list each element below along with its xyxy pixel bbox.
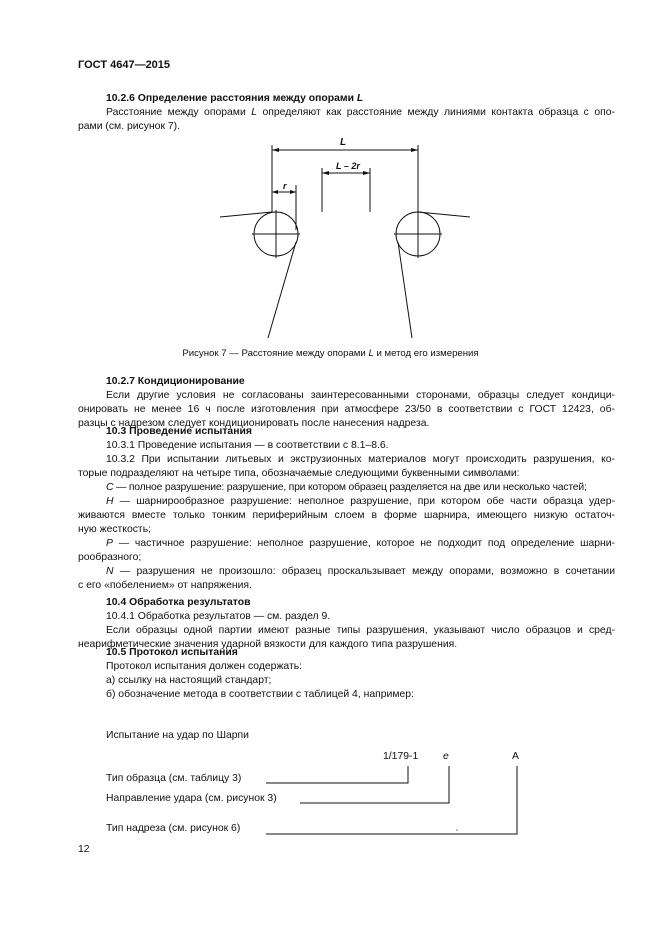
list-item-b: б) обозначение метода в соответствии с таблицей 4, например: bbox=[106, 689, 414, 700]
paragraph-10-3-1: 10.3.1 Проведение испытания — в соответствии с 8.1–8.6. bbox=[106, 440, 389, 451]
document-header: ГОСТ 4647—2015 bbox=[78, 59, 171, 71]
label-specimen-type: Тип образца (см. таблицу 3) bbox=[106, 773, 242, 784]
paragraph-n-type-line-1: N — разрушения не произошло: образец проскальзывает между опорами, возможно в сочетании bbox=[106, 566, 615, 577]
heading-10-2-6: 10.2.6 Определение расстояния между опорами L bbox=[106, 93, 364, 104]
figure-7-caption: Рисунок 7 — Расстояние между опорами L и метод его измерения bbox=[182, 348, 479, 359]
heading-10-5: 10.5 Протокол испытания bbox=[106, 647, 238, 658]
paragraph-10-4-1: 10.4.1 Обработка результатов — см. раздел 9. bbox=[106, 611, 331, 622]
heading-10-3: 10.3 Проведение испытания bbox=[106, 426, 252, 437]
label-l: L bbox=[340, 137, 347, 148]
paragraph-10-2-6-line-1: Расстояние между опорами L определяют как расстояние между линиями контакта образца с опо- bbox=[106, 107, 615, 118]
paragraph-10-2-7-line-3: разцы с надрезом следует кондиционировать после нанесения надреза. bbox=[78, 418, 430, 429]
designation-direction: e bbox=[443, 751, 449, 762]
label-impact-direction: Направление удара (см. рисунок 3) bbox=[106, 793, 277, 804]
paragraph-10-5-intro: Протокол испытания должен содержать: bbox=[106, 661, 303, 672]
designation-notch: A bbox=[512, 751, 519, 762]
designation-title: Испытание на удар по Шарпи bbox=[106, 730, 249, 741]
heading-10-4: 10.4 Обработка результатов bbox=[106, 597, 251, 608]
paragraph-10-4-2-line-2: неарифметические значения ударной вязкости для каждого типа разрушения. bbox=[78, 639, 458, 650]
paragraph-10-4-2-line-1: Если образцы одной партии имеют разные типы разрушения, указывают число образцов и сред- bbox=[106, 625, 615, 636]
paragraph-10-3-2-line-1: 10.3.2 При испытании литьевых и экструзионных материалов могут происходить разрушения, ко- bbox=[106, 454, 615, 465]
paragraph-10-2-7-line-2: онировать не менее 16 ч после изготовления при атмосфере 23/50 в соответствии с ГОСТ 12423, об- bbox=[78, 404, 615, 415]
paragraph-10-2-6-line-2: рами (см. рисунок 7). bbox=[78, 121, 181, 132]
label-r: r bbox=[283, 181, 287, 191]
label-notch-type: Тип надреза (см. рисунок 6) bbox=[106, 823, 241, 834]
paragraph-10-2-7-line-1: Если другие условия не согласованы заинтересованными сторонами, образцы следует кондици- bbox=[106, 390, 615, 401]
heading-10-2-7: 10.2.7 Кондиционирование bbox=[106, 376, 245, 387]
designation-code: 1/179-1 bbox=[383, 751, 419, 762]
paragraph-h-type-line-3: ную жесткость; bbox=[78, 524, 151, 535]
paragraph-h-type-line-2: живаются вместе только тонким периферийным слоем в форме шарнира, имеющего низкую остаточ- bbox=[78, 510, 615, 521]
list-item-a: а) ссылку на настоящий стандарт; bbox=[106, 675, 272, 686]
paragraph-h-type-line-1: H — шарнирообразное разрушение: неполное разрушение, при котором обе части образца удер- bbox=[106, 496, 615, 507]
paragraph-c-type: C — полное разрушение: разрушение, при котором образец разделяется на две или несколько частей; bbox=[106, 482, 587, 493]
page-number: 12 bbox=[78, 844, 90, 855]
paragraph-p-type-line-1: P — частичное разрушение: неполное разрушение, которое не подходит под определение шарни- bbox=[106, 538, 615, 549]
paragraph-10-3-2-line-2: торые подразделяют на четыре типа, обозначаемые следующими буквенными символами: bbox=[78, 468, 520, 479]
label-l-minus-2r: L – 2r bbox=[336, 161, 360, 171]
paragraph-n-type-line-2: с его «побелением» от напряжения. bbox=[78, 580, 252, 591]
paragraph-p-type-line-2: рообразного; bbox=[78, 552, 142, 563]
